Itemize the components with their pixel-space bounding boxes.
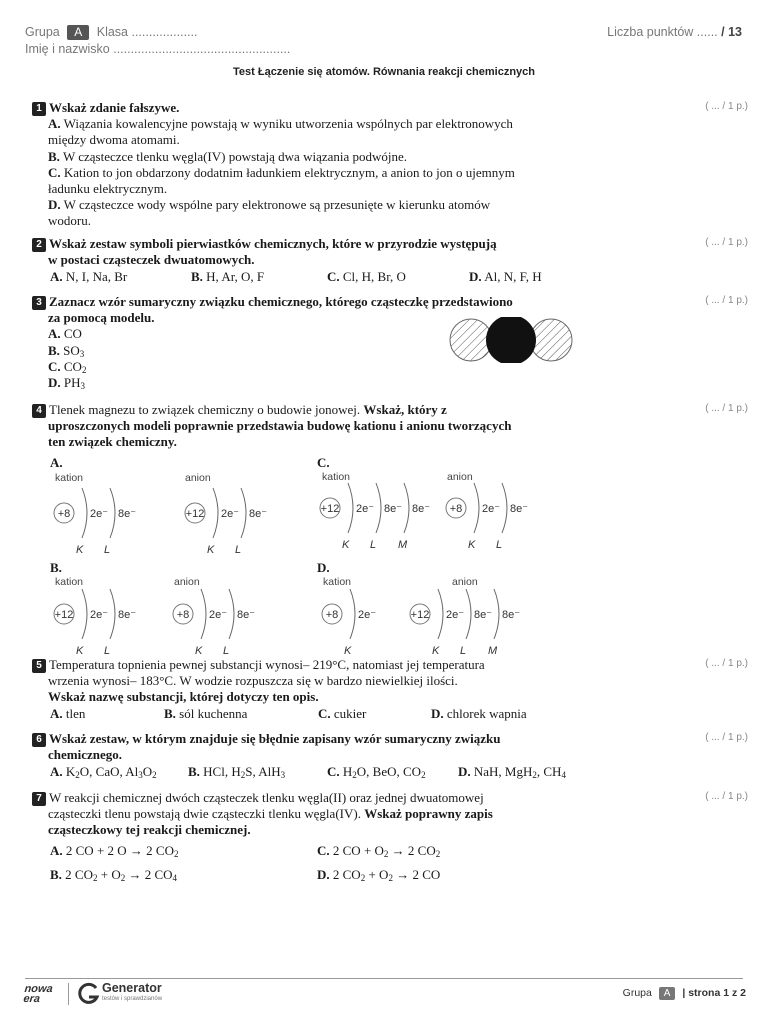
question-number: 3 — [32, 296, 46, 310]
option-text: między dwoma atomami. — [48, 132, 180, 148]
option-formula: PH — [63, 375, 81, 391]
option-letter: D. — [317, 867, 330, 882]
formula-part: + O — [97, 867, 121, 882]
anion-label: anion — [452, 576, 478, 588]
option-b[interactable] — [188, 764, 327, 780]
shell-electrons: 2e⁻ — [482, 503, 501, 515]
option-letter: B. — [48, 148, 60, 164]
cation-diagram — [52, 485, 152, 557]
question-2 — [32, 236, 692, 286]
shell-name: L — [460, 645, 467, 657]
electron-shell-arc — [474, 483, 479, 533]
formula-part: H — [342, 764, 353, 780]
question-number: 2 — [32, 238, 46, 252]
electron-shell-arc — [241, 488, 246, 538]
shell-name: L — [496, 539, 503, 551]
formula-subscript: 2 — [532, 770, 537, 781]
anion-label: anion — [174, 576, 200, 588]
score-label: Liczba punktów ...... — [607, 25, 718, 39]
molecule-model — [446, 317, 576, 363]
shell-electrons: 2e⁻ — [356, 503, 375, 515]
formula-subscript: 2 — [173, 849, 179, 859]
option-d[interactable] — [469, 269, 542, 285]
points-q3: ( ... / 1 p.) — [705, 295, 748, 306]
electron-shell-arc — [502, 483, 507, 533]
points-q7: ( ... / 1 p.) — [705, 791, 748, 802]
electron-shell-arc — [404, 483, 409, 533]
generator-subtitle: testów i sprawdzianów — [102, 996, 163, 1002]
option-letter: D. — [458, 764, 471, 780]
question-text-cont: cząsteczki tlenu powstają dwie cząsteczki tlenku węgla(IV). — [48, 806, 361, 822]
formula-part: 2 CO + O — [332, 843, 384, 858]
question-number: 6 — [32, 733, 46, 747]
formula-part: K — [65, 764, 76, 780]
shell-electrons: 8e⁻ — [237, 609, 256, 621]
outer-atom-right — [530, 319, 572, 361]
nucleus-charge: +12 — [410, 609, 430, 621]
option-letter: D. — [48, 375, 61, 391]
option-letter: B. — [48, 342, 60, 358]
formula-subscript: 2 — [152, 770, 157, 781]
question-prompt-cont: uproszczonych modeli poprawnie przedstawia budowę kationu i anionu tworzących — [48, 418, 512, 434]
option-text — [333, 867, 440, 882]
electron-shell-arc — [213, 488, 218, 538]
option-text: tlen — [65, 705, 86, 721]
option-c-letter: C. — [317, 455, 330, 470]
question-6 — [32, 731, 692, 781]
footer-group-badge: A — [659, 987, 676, 1000]
points-q5: ( ... / 1 p.) — [705, 658, 748, 669]
question-prompt: Wskaż zestaw, w którym znajduje się błędnie zapisany wzór sumaryczny związku — [49, 731, 501, 746]
nucleus-charge: +12 — [185, 508, 205, 520]
shell-name: K — [76, 544, 84, 556]
option-letter: B. — [191, 269, 203, 285]
option-letter: C. — [317, 843, 330, 858]
central-atom — [486, 317, 536, 363]
shell-electrons: 2e⁻ — [221, 508, 240, 520]
answer-options — [32, 116, 692, 229]
formula-part: HCl, H — [203, 764, 241, 780]
formula-subscript: 3 — [80, 381, 86, 392]
question-number: 4 — [32, 404, 46, 418]
formula-part: 2 CO + 2 O → 2 CO — [65, 843, 174, 858]
formula-part: , CH — [536, 764, 562, 780]
cation-diagram — [52, 586, 152, 658]
formula-subscript: 2 — [120, 873, 126, 883]
shell-name: L — [370, 539, 377, 551]
shell-electrons: 8e⁻ — [474, 609, 493, 621]
electron-shell-arc — [438, 589, 443, 639]
option-line — [48, 132, 692, 148]
option-letter: A. — [50, 843, 63, 858]
option-c[interactable] — [318, 706, 431, 722]
cation-diagram — [318, 480, 448, 552]
question-prompt: Zaznacz wzór sumaryczny związku chemicznego, którego cząsteczkę przedstawiono — [49, 294, 513, 309]
option-letter: C. — [327, 764, 340, 780]
formula-part: + O — [365, 867, 389, 882]
question-prompt: Wskaż, który z — [363, 402, 447, 417]
formula-subscript: 2 — [360, 873, 366, 883]
question-prompt-cont: chemicznego. — [48, 747, 123, 763]
shell-electrons: 2e⁻ — [90, 508, 109, 520]
electron-shell-arc — [494, 589, 499, 639]
formula-subscript: 3 — [280, 770, 286, 781]
shell-electrons: 2e⁻ — [209, 609, 228, 621]
formula-subscript: 2 — [435, 849, 441, 859]
shell-name: L — [104, 544, 111, 556]
shell-name: M — [398, 539, 408, 551]
option-text: Wiązania kowalencyjne powstają w wyniku utworzenia wspólnych par elektronowych — [63, 116, 513, 132]
option-letter: A. — [48, 326, 61, 342]
nucleus-charge: +8 — [57, 508, 71, 520]
option-letter: A. — [50, 705, 63, 721]
electron-shell-arc — [110, 488, 115, 538]
score-line — [607, 25, 742, 39]
electron-shell-arc — [82, 589, 87, 639]
shell-electrons: 2e⁻ — [90, 609, 109, 621]
formula-subscript: 2 — [75, 770, 80, 781]
formula-part: O, BeO, CO — [356, 764, 422, 780]
formula-subscript: 2 — [240, 770, 246, 781]
points-q4: ( ... / 1 p.) — [705, 403, 748, 414]
footer-group-label: Grupa — [622, 987, 652, 999]
shell-name: K — [195, 645, 203, 657]
formula-subscript: 3 — [79, 348, 85, 359]
question-7 — [32, 790, 692, 839]
shell-name: K — [342, 539, 350, 551]
anion-label: anion — [447, 471, 473, 483]
shell-electrons: 8e⁻ — [249, 508, 268, 520]
electron-shell-arc — [110, 589, 115, 639]
nucleus-charge: +8 — [325, 609, 339, 621]
question-text: W reakcji chemicznej dwóch cząsteczek tlenku węgla(II) oraz jednej dwuatomowej — [49, 790, 484, 805]
option-d[interactable] — [431, 706, 527, 722]
group-badge: A — [67, 25, 89, 40]
kation-label: kation — [322, 471, 351, 483]
formula-part: → 2 CO — [392, 867, 441, 882]
points-q2: ( ... / 1 p.) — [705, 237, 748, 248]
option-text: wodoru. — [48, 213, 91, 229]
electron-shell-arc — [201, 589, 206, 639]
option-text: Al, N, F, H — [484, 269, 542, 285]
option-text: Kation to jon obdarzony dodatnim ładunkiem elektrycznym, a anion to jon o ujemnym — [63, 164, 515, 180]
option-line[interactable] — [48, 149, 692, 165]
outer-atom-left — [450, 319, 492, 361]
option-d-letter: D. — [317, 560, 330, 575]
electron-shell-arc — [350, 589, 355, 639]
formula-part: → 2 CO — [388, 843, 436, 858]
formula-subscript: 4 — [561, 770, 566, 781]
option-b[interactable] — [191, 269, 327, 285]
formula-subscript: 4 — [172, 873, 178, 883]
option-letter: D. — [469, 269, 482, 285]
option-formula: CO — [63, 358, 82, 374]
option-line[interactable] — [48, 165, 692, 181]
question-prompt: Wskaż nazwę substancji, której dotyczy ten opis. — [48, 689, 319, 705]
kation-label: kation — [55, 576, 84, 588]
question-intro: Tlenek magnezu to związek chemiczny o budowie jonowej. — [49, 402, 361, 417]
question-text: Temperatura topnienia pewnej substancji wynosi– 219°C, natomiast jej temperatura — [49, 657, 485, 672]
option-a-letter: A. — [50, 455, 63, 470]
nucleus-charge: +12 — [320, 503, 340, 515]
option-line — [48, 213, 692, 229]
option-a[interactable] — [50, 269, 191, 285]
anion-diagram — [183, 485, 283, 557]
group-label: Grupa — [25, 25, 60, 39]
option-text: N, I, Na, Br — [65, 269, 128, 285]
option-text — [66, 843, 179, 858]
option-text: W cząsteczce wody wspólne pary elektronowe są przesunięte w kierunku atomów — [63, 197, 491, 213]
formula-subscript: 2 — [92, 873, 98, 883]
points-q1: ( ... / 1 p.) — [705, 101, 748, 112]
question-number: 1 — [32, 102, 46, 116]
anion-diagram — [444, 480, 544, 552]
answer-options — [32, 764, 692, 780]
formula-part: 2 CO — [65, 867, 93, 882]
anion-diagram — [171, 586, 271, 658]
shell-name: K — [344, 645, 352, 657]
option-text: W cząsteczce tlenku węgla(IV) powstają dwa wiązania podwójne. — [62, 148, 408, 164]
shell-name: K — [76, 645, 84, 657]
option-letter: B. — [164, 705, 176, 721]
question-number: 5 — [32, 659, 46, 673]
shell-electrons: 8e⁻ — [502, 609, 521, 621]
option-letter: B. — [50, 867, 62, 882]
kation-label: kation — [323, 576, 352, 588]
header-group-line — [25, 25, 197, 40]
option-d[interactable] — [317, 867, 440, 883]
question-prompt-cont: za pomocą modelu. — [48, 310, 155, 326]
option-text — [343, 764, 426, 779]
option-b-letter: B. — [50, 560, 62, 575]
answer-options — [32, 269, 692, 285]
anion-diagram — [408, 586, 538, 658]
question-prompt: Wskaż zdanie fałszywe. — [49, 100, 180, 115]
option-a[interactable] — [50, 764, 188, 780]
shell-electrons: 2e⁻ — [446, 609, 465, 621]
shell-electrons: 8e⁻ — [384, 503, 403, 515]
formula-subscript: 2 — [352, 770, 357, 781]
anion-label: anion — [185, 472, 211, 484]
electron-shell-arc — [229, 589, 234, 639]
formula-part: O — [142, 764, 153, 780]
electron-shell-arc — [82, 488, 87, 538]
option-letter: A. — [50, 269, 63, 285]
option-text — [333, 843, 440, 858]
generator-logo-icon — [76, 982, 100, 1006]
test-title: Test Łączenie się atomów. Równania reakcji chemicznych — [233, 66, 535, 78]
formula-subscript: 2 — [388, 873, 393, 883]
footer-divider — [25, 978, 743, 979]
shell-electrons: 8e⁻ — [118, 508, 137, 520]
shell-electrons: 8e⁻ — [510, 503, 529, 515]
nucleus-charge: +12 — [54, 609, 74, 621]
class-field[interactable]: Klasa ................... — [96, 25, 198, 39]
shell-name: K — [432, 645, 440, 657]
option-c[interactable] — [317, 843, 440, 859]
shell-name: L — [104, 645, 111, 657]
option-text — [474, 764, 566, 779]
option-text: ładunku elektrycznym. — [48, 181, 168, 197]
nucleus-charge: +8 — [176, 609, 190, 621]
option-text: sól kuchenna — [179, 705, 248, 721]
formula-subscript: 2 — [383, 849, 389, 859]
electron-shell-arc — [466, 589, 471, 639]
cation-diagram — [320, 586, 390, 658]
option-text: chlorek wapnia — [446, 705, 527, 721]
option-line[interactable] — [48, 116, 692, 132]
question-4 — [32, 402, 612, 451]
option-text — [66, 764, 157, 779]
kation-label: kation — [55, 472, 84, 484]
formula-part: O, CaO, Al — [79, 764, 139, 780]
question-5 — [32, 657, 692, 722]
formula-subscript: 2 — [81, 364, 87, 375]
option-letter: D. — [48, 197, 61, 213]
option-d[interactable] — [48, 375, 592, 391]
question-prompt-cont: ten związek chemiczny. — [48, 434, 177, 450]
option-text: Cl, H, Br, O — [342, 269, 406, 285]
points-q6: ( ... / 1 p.) — [705, 732, 748, 743]
nowa-era-logo — [24, 984, 66, 1008]
option-letter: C. — [48, 358, 61, 374]
shell-name: M — [488, 645, 498, 657]
shell-name: K — [468, 539, 476, 551]
question-prompt-cont: cząsteczkowy tej reakcji chemicznej. — [48, 822, 251, 838]
option-letter: A. — [48, 116, 61, 132]
option-d[interactable] — [458, 764, 566, 780]
score-total: / 13 — [721, 25, 742, 39]
formula-subscript: 3 — [138, 770, 143, 781]
formula-part: → 2 CO — [125, 867, 173, 882]
option-formula: CO — [63, 326, 82, 342]
option-text — [65, 867, 177, 882]
shell-name: L — [235, 544, 242, 556]
electron-shell-arc — [376, 483, 381, 533]
formula-part: S, AlH — [245, 764, 281, 780]
option-c[interactable] — [327, 764, 458, 780]
option-letter: D. — [431, 705, 444, 721]
question-1 — [32, 100, 692, 230]
option-letter: B. — [188, 764, 200, 780]
option-b[interactable] — [50, 867, 177, 883]
option-a[interactable] — [50, 843, 178, 859]
question-number: 7 — [32, 792, 46, 806]
nucleus-charge: +8 — [449, 503, 463, 515]
generator-title: Generator — [102, 981, 162, 995]
name-field[interactable]: Imię i nazwisko ................................................... — [25, 42, 291, 56]
shell-electrons: 8e⁻ — [412, 503, 431, 515]
formula-part: NaH, MgH — [473, 764, 533, 780]
option-letter: C. — [318, 705, 331, 721]
question-prompt: Wskaż zestaw symboli pierwiastków chemicznych, które w przyrodzie występują — [49, 236, 497, 251]
electron-shell-arc — [348, 483, 353, 533]
option-b[interactable] — [164, 706, 318, 722]
question-prompt-cont: w postaci cząsteczek dwuatomowych. — [48, 252, 255, 268]
option-a[interactable] — [50, 706, 164, 722]
question-prompt: Wskaż poprawny zapis — [364, 806, 493, 822]
shell-name: L — [223, 645, 230, 657]
option-text: H, Ar, O, F — [206, 269, 265, 285]
option-text — [203, 764, 285, 779]
page-number: | strona 1 z 2 — [682, 987, 746, 999]
question-text-cont: wrzenia wynosi– 183°C. W wodzie rozpuszcza się w bardzo niewielkiej ilości. — [48, 673, 458, 689]
answer-options — [32, 706, 692, 722]
option-letter: C. — [48, 164, 61, 180]
shell-name: K — [207, 544, 215, 556]
option-letter: A. — [50, 764, 63, 780]
footer-page-info — [623, 987, 746, 1000]
option-formula: SO — [63, 342, 80, 358]
shell-electrons: 8e⁻ — [118, 609, 137, 621]
shell-electrons: 2e⁻ — [358, 609, 377, 621]
option-text: cukier — [333, 705, 367, 721]
option-line[interactable] — [48, 197, 692, 213]
formula-subscript: 2 — [421, 770, 426, 781]
option-letter: C. — [327, 269, 340, 285]
footer-separator — [68, 983, 69, 1005]
option-c[interactable] — [327, 269, 469, 285]
option-line — [48, 181, 692, 197]
formula-part: 2 CO — [332, 867, 361, 882]
logo-text: nowa era — [22, 983, 54, 1005]
